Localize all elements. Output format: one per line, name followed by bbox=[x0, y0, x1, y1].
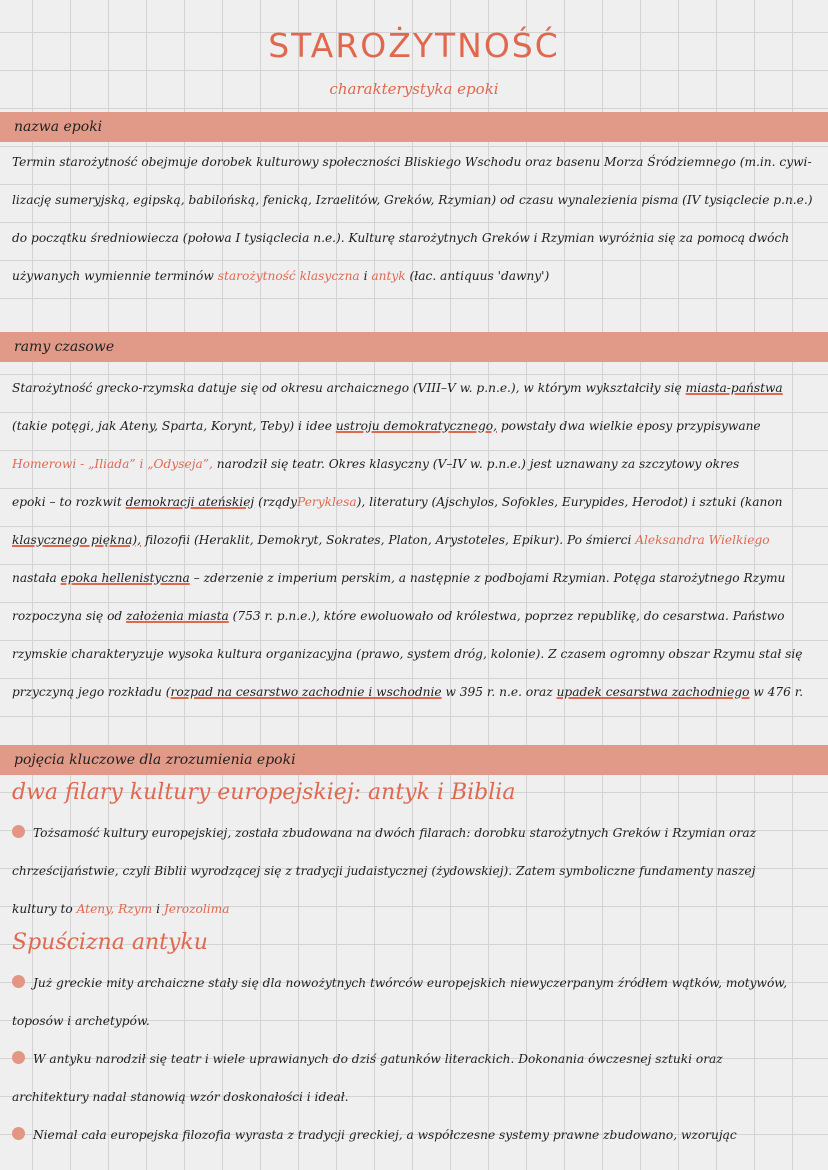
text-span: Już greckie mity archaiczne stały się dla nowożytnych twórców europejskich niewyczerpanym źródłem wątków, motywów, bbox=[33, 976, 788, 990]
text-span: używanych wymiennie terminów bbox=[12, 269, 214, 283]
text-span: epoki – to rozkwit bbox=[12, 495, 122, 509]
bullet-icon bbox=[12, 975, 25, 988]
text-span: (753 r. p.n.e.), które ewoluowało od królestwa, poprzez republikę, do cesarstwa. Państwo bbox=[232, 609, 785, 623]
text-span: (rządy bbox=[258, 495, 298, 509]
text-line: Termin starożytność obejmuje dorobek kulturowy społeczności Bliskiego Wschodu oraz basenu Morza Śródziemnego (m.in. cywi- bbox=[12, 155, 812, 169]
text-line bbox=[12, 673, 822, 711]
section-label: nazwa epoki bbox=[14, 119, 103, 135]
text-span: rozpoczyna się od bbox=[12, 609, 123, 623]
paragraph-filary bbox=[12, 814, 822, 928]
underlined-term: (rozpad na cesarstwo zachodnie i wschodnie bbox=[165, 685, 442, 699]
section-label: pojęcia kluczowe dla zrozumienia epoki bbox=[14, 752, 296, 768]
subheading-spuscizna: Spuścizna antyku bbox=[12, 930, 208, 955]
section-band-ramy bbox=[0, 332, 828, 362]
text-span: ), literatury (Ajschylos, Sofokles, Eurypides, Herodot) i sztuki (kanon bbox=[356, 495, 783, 509]
text-line bbox=[12, 964, 822, 1002]
text-line: toposów i archetypów. bbox=[12, 1014, 150, 1028]
section-band-nazwa bbox=[0, 112, 828, 142]
text-line bbox=[12, 1116, 822, 1154]
section-label: ramy czasowe bbox=[14, 339, 115, 355]
text-line bbox=[12, 369, 822, 407]
text-line bbox=[12, 1040, 822, 1078]
highlight-term: antyk bbox=[371, 269, 406, 283]
text-span: i bbox=[156, 902, 160, 916]
section-text-nazwa bbox=[12, 143, 822, 295]
section-band-pojecia bbox=[0, 745, 828, 775]
text-span: Tożsamość kultury europejskiej, została zbudowana na dwóch filarach: dorobku starożytnych Greków i Rzymian oraz bbox=[33, 826, 757, 840]
page-subtitle: charakterystyka epoki bbox=[329, 80, 499, 98]
bullet-icon bbox=[12, 1127, 25, 1140]
text-span: narodził się teatr. Okres klasyczny (V–IV w. p.n.e.) jest uznawany za szczytowy okres bbox=[216, 457, 740, 471]
heading-part: i Biblia bbox=[436, 780, 516, 805]
highlight-term: Peryklesa bbox=[297, 495, 357, 509]
page-title: STAROŻYTNOŚĆ bbox=[268, 26, 560, 65]
text-line: do początku średniowiecza (połowa I tysiąclecia n.e.). Kulturę starożytnych Greków i Rzymian wyróżnia się za pomocą dwóch bbox=[12, 231, 790, 245]
text-line bbox=[12, 407, 822, 445]
text-line: chrześcijaństwie, czyli Biblii wyrodzącej się z tradycji judaistycznej (żydowskiej). Zatem symboliczne fundamenty naszej bbox=[12, 864, 756, 878]
text-span: kultury to bbox=[12, 902, 73, 916]
text-span: Niemal cała europejska filozofia wyrasta z tradycji greckiej, a współczesne systemy prawne zbudowano, wzorując bbox=[33, 1128, 737, 1142]
underlined-term: upadek cesarstwa zachodniego bbox=[556, 685, 750, 699]
text-span: w 395 r. n.e. oraz bbox=[445, 685, 553, 699]
text-span: w 476 r. bbox=[753, 685, 804, 699]
text-span: (takie potęgi, jak Ateny, Sparta, Korynt, Teby) i idee bbox=[12, 419, 332, 433]
text-span: – zderzenie z imperium perskim, a następnie z podbojami Rzymian. Potęga starożytnego Rzymu bbox=[193, 571, 786, 585]
underlined-term: założenia miasta bbox=[126, 609, 229, 623]
text-span: i bbox=[363, 269, 368, 283]
paragraph-spuscizna bbox=[12, 964, 822, 1154]
bullet-icon bbox=[12, 825, 25, 838]
text-line: lizację sumeryjską, egipską, babilońską, fenicką, Izraelitów, Greków, Rzymian) od czasu wynalezienia pisma (IV tysiąclecie p.n.e.) bbox=[12, 193, 813, 207]
text-line bbox=[12, 597, 822, 635]
text-line bbox=[12, 890, 822, 928]
text-line bbox=[12, 483, 822, 521]
text-span: przyczyną jego rozkładu bbox=[12, 685, 162, 699]
highlight-term: Jerozolima bbox=[163, 902, 230, 916]
underlined-term: ustroju demokratycznego, bbox=[335, 419, 497, 433]
underlined-term: demokracji ateńskiej bbox=[125, 495, 255, 509]
subheading-filary bbox=[12, 780, 515, 805]
text-line bbox=[12, 257, 822, 295]
highlight-term: Homerowi - „Iliada” i „Odyseja”, bbox=[12, 457, 213, 471]
highlight-term: Ateny, Rzym bbox=[76, 902, 153, 916]
highlight-term: starożytność klasyczna bbox=[217, 269, 360, 283]
text-line bbox=[12, 559, 822, 597]
heading-part: dwa filary kultury europejskiej: antyk bbox=[12, 780, 430, 805]
text-span: powstały dwa wielkie eposy przypisywane bbox=[500, 419, 761, 433]
bullet-icon bbox=[12, 1051, 25, 1064]
text-span: (łac. antiquus 'dawny') bbox=[409, 269, 550, 283]
text-span: W antyku narodził się teatr i wiele uprawianych do dziś gatunków literackich. Dokonania ówczesnej sztuki oraz bbox=[33, 1052, 723, 1066]
text-line: architektury nadal stanowią wzór doskonałości i ideał. bbox=[12, 1090, 349, 1104]
underlined-term: epoka hellenistyczna bbox=[60, 571, 190, 585]
text-span: Starożytność grecko-rzymska datuje się od okresu archaicznego (VIII–V w. p.n.e.), w którym wykształciły się bbox=[12, 381, 682, 395]
text-span: nastała bbox=[12, 571, 57, 585]
text-line bbox=[12, 521, 822, 559]
text-span: filozofii (Heraklit, Demokryt, Sokrates, Platon, Arystoteles, Epikur). Po śmierci bbox=[144, 533, 632, 547]
underlined-term: miasta-państwa bbox=[685, 381, 783, 395]
underlined-term: klasycznego piękna), bbox=[12, 533, 142, 547]
section-text-ramy bbox=[12, 369, 822, 711]
text-line bbox=[12, 814, 822, 852]
text-line: rzymskie charakteryzuje wysoka kultura organizacyjna (prawo, system dróg, kolonie). Z czasem ogromny obszar Rzymu stał się bbox=[12, 647, 803, 661]
text-line bbox=[12, 445, 822, 483]
highlight-term: Aleksandra Wielkiego bbox=[635, 533, 770, 547]
